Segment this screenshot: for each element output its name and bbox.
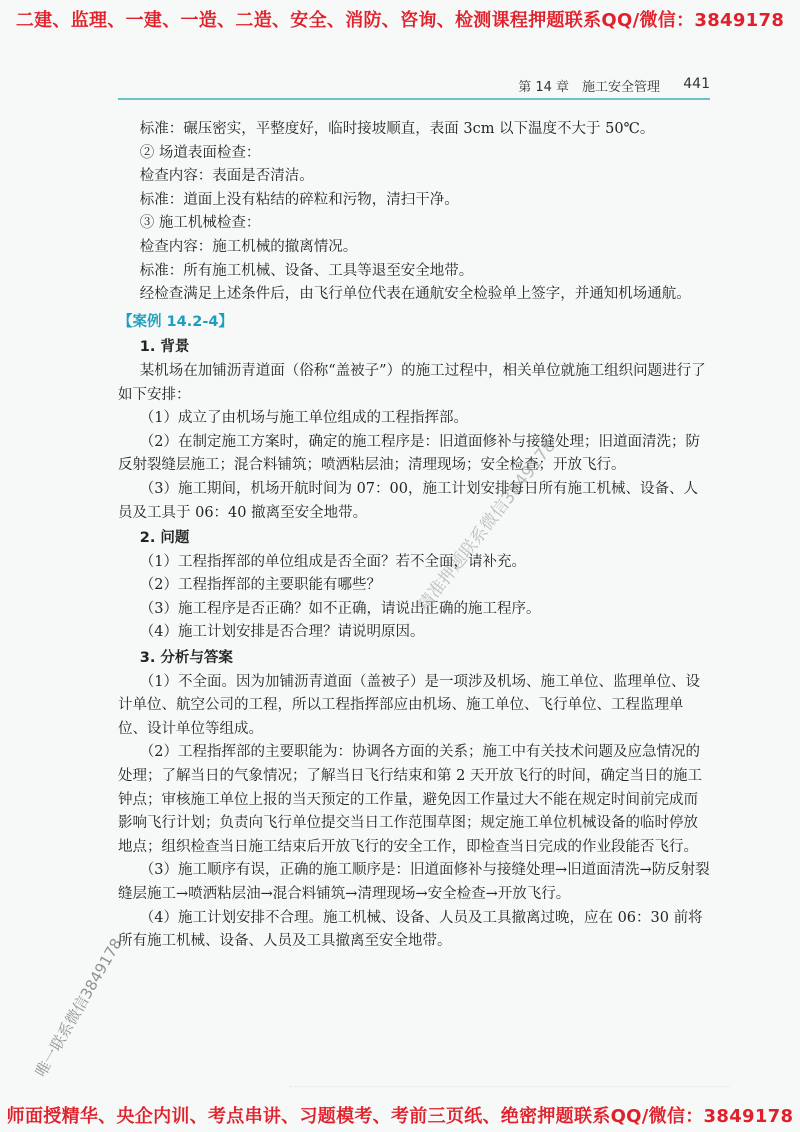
section-heading: 2. 问题 xyxy=(139,530,190,547)
paragraph: （1）工程指挥部的单位组成是否全面？若不全面，请补充。 xyxy=(139,553,526,570)
header-rule xyxy=(118,98,710,100)
section-heading: 1. 背景 xyxy=(139,339,190,356)
paragraph: 检查内容：施工机械的撤离情况。 xyxy=(139,238,358,255)
paragraph: （2）工程指挥部的主要职能为：协调各方面的关系；施工中有关技术问题及应急情况的处理；了解当日的气象情况；了解当日飞行结束和第 2 天开放飞行的时间，确定当日的施工钟点；审核施工单位上报的当天预定的工作量，避免因工作量过大不能在规定时间前完成而影响飞行计划；负责向飞行单位提交当日工作范围草图；规定施工单位机械设备的临时停放地点；组织检查当日施工结束后开放飞行的安全工作，即检查当日完成的作业段能否飞行。 xyxy=(118,744,702,855)
page-header xyxy=(120,76,710,96)
paragraph: 标准：道面上没有粘结的碎粒和污物，清扫干净。 xyxy=(139,191,459,208)
case-title: 【案例 14.2-4】 xyxy=(118,313,233,330)
watermark: 精准押题联系微信3849178 xyxy=(413,436,561,616)
bottom-banner: 师面授精华、央企内训、考点串讲、习题模考、考前三页纸、绝密押题联系QQ/微信：3849178 xyxy=(6,1106,794,1127)
paragraph: 标准：碾压密实，平整度好，临时接坡顺直，表面 3cm 以下温度不大于 50℃。 xyxy=(139,121,655,137)
paragraph: 经检查满足上述条件后，由飞行单位代表在通航安全检验单上签字，并通知机场通航。 xyxy=(139,286,691,303)
paragraph: 标准：所有施工机械、设备、工具等退至安全地带。 xyxy=(139,262,474,279)
paragraph: ③ 施工机械检查： xyxy=(139,215,261,232)
paragraph: 某机场在加铺沥青道面（俗称“盖被子”）的施工过程中，相关单位就施工组织问题进行了如下安排： xyxy=(118,362,706,403)
paragraph: （1）成立了由机场与施工单位组成的工程指挥部。 xyxy=(139,410,468,427)
paragraph: （3）施工程序是否正确？如不正确，请说出正确的施工程序。 xyxy=(139,600,541,617)
chapter-title: 第 14 章 施工安全管理 xyxy=(518,80,660,95)
paragraph: ② 场道表面检查： xyxy=(139,144,261,161)
paragraph: （3）施工期间，机场开航时间为 07：00，施工计划安排每日所有施工机械、设备、人员及工具于 06：40 撤离至安全地带。 xyxy=(118,480,698,521)
paragraph: （2）工程指挥部的主要职能有哪些？ xyxy=(139,577,381,594)
page-body xyxy=(118,118,710,954)
page-number: 441 xyxy=(683,76,710,92)
watermark: 唯一联系微信3849178 xyxy=(31,935,126,1080)
top-banner: 二建、监理、一建、一造、二造、安全、消防、咨询、检测课程押题联系QQ/微信：3849178 xyxy=(15,10,785,31)
paragraph: 检查内容：表面是否清洁。 xyxy=(139,168,314,185)
paragraph: （4）施工计划安排不合理。施工机械、设备、人员及工具撤离过晚，应在 06：30 前将所有施工机械、设备、人员及工具撤离至安全地带。 xyxy=(118,909,703,950)
section-heading: 3. 分析与答案 xyxy=(139,650,233,667)
paragraph: （2）在制定施工方案时，确定的施工程序是：旧道面修补与接缝处理；旧道面清洗；防反射裂缝层施工；混合料铺筑；喷洒粘层油；清理现场；安全检查；开放飞行。 xyxy=(118,433,700,474)
faint-footer-line xyxy=(290,1080,730,1087)
paragraph: （4）施工计划安排是否合理？请说明原因。 xyxy=(139,624,425,641)
paragraph: （3）施工顺序有误，正确的施工顺序是：旧道面修补与接缝处理→旧道面清洗→防反射裂缝层施工→喷洒粘层油→混合料铺筑→清理现场→安全检查→开放飞行。 xyxy=(118,862,710,902)
paragraph: （1）不全面。因为加铺沥青道面（盖被子）是一项涉及机场、施工单位、监理单位、设计单位、航空公司的工程，所以工程指挥部应由机场、施工单位、飞行单位、工程监理单位、设计单位等组成。 xyxy=(118,673,700,737)
